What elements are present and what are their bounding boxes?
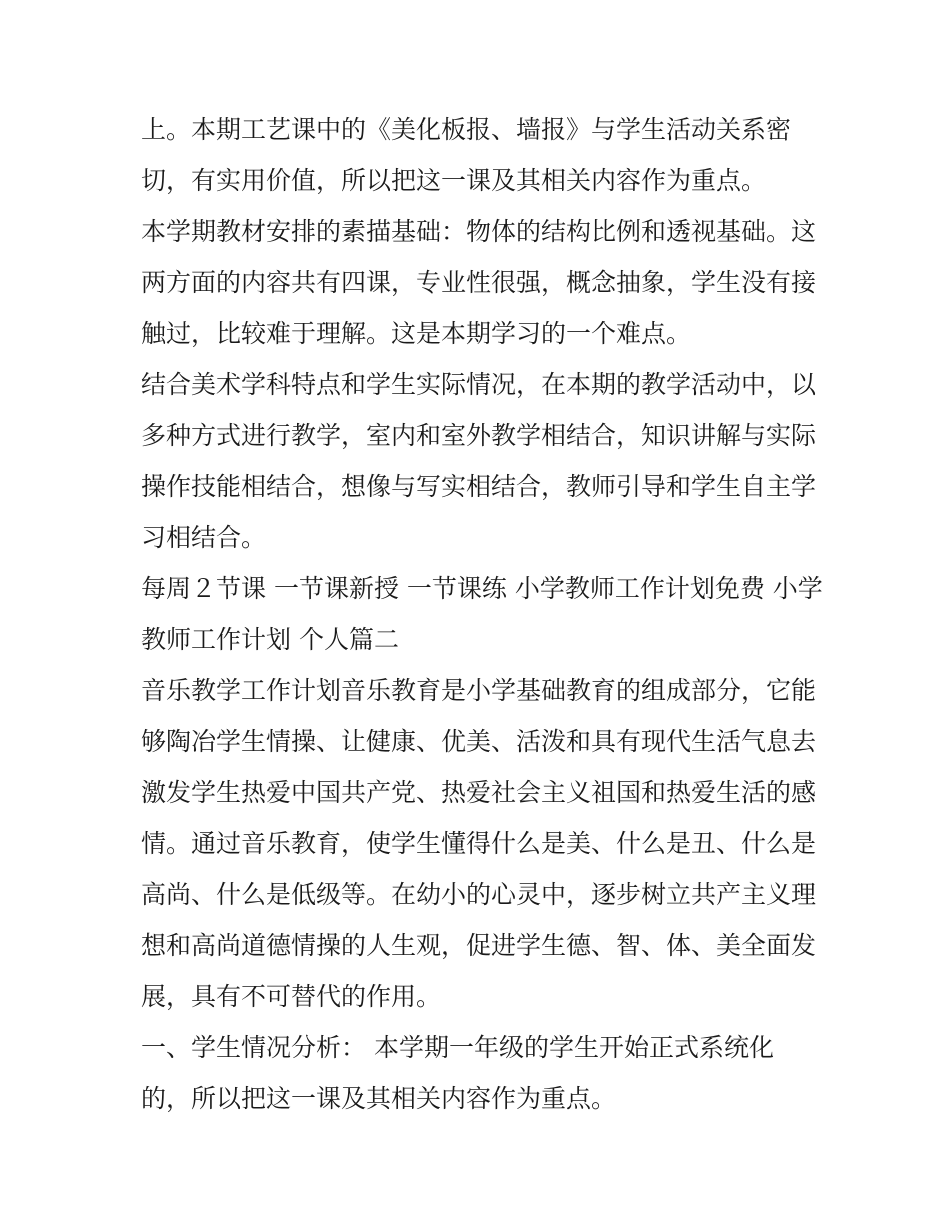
text-line: 一、学生情况分析： 本学期一年级的学生开始正式系统化 [141, 1033, 774, 1062]
text-line: 够陶冶学生情操、让健康、优美、活泼和具有现代生活气息去 [141, 727, 817, 756]
text-line: 触过，比较难于理解。这是本期学习的一个难点。 [141, 319, 692, 348]
text-line: 两方面的内容共有四课，专业性很强，概念抽象，学生没有接 [141, 268, 817, 297]
text-line: 切，有实用价值，所以把这一课及其相关内容作为重点。 [141, 166, 767, 195]
text-line: 操作技能相结合，想像与写实相结合，教师引导和学生自主学 [141, 472, 817, 501]
text-line: 想和高尚道德情操的人生观，促进学生德、智、体、美全面发 [141, 931, 817, 960]
text-line: 教师工作计划 个人篇二 [141, 625, 399, 654]
text-line: 高尚、什么是低级等。在幼小的心灵中，逐步树立共产主义理 [141, 880, 817, 909]
text-line: 习相结合。 [141, 523, 267, 552]
text-line: 音乐教学工作计划音乐教育是小学基础教育的组成部分，它能 [141, 676, 817, 705]
text-line: 每周２节课 一节课新授 一节课练 小学教师工作计划免费 小学 [141, 574, 823, 603]
text-line: 的，所以把这一课及其相关内容作为重点。 [141, 1084, 617, 1113]
text-line: 展，具有不可替代的作用。 [141, 982, 442, 1011]
text-line: 多种方式进行教学，室内和室外教学相结合，知识讲解与实际 [141, 421, 817, 450]
text-line: 情。通过音乐教育，使学生懂得什么是美、什么是丑、什么是 [141, 829, 817, 858]
text-line: 上。本期工艺课中的《美化板报、墙报》与学生活动关系密 [141, 115, 792, 144]
text-line: 激发学生热爱中国共产党、热爱社会主义祖国和热爱生活的感 [141, 778, 817, 807]
text-line: 结合美术学科特点和学生实际情况，在本期的教学活动中，以 [141, 370, 817, 399]
text-line: 本学期教材安排的素描基础：物体的结构比例和透视基础。这 [141, 217, 817, 246]
document-body [141, 104, 821, 1124]
